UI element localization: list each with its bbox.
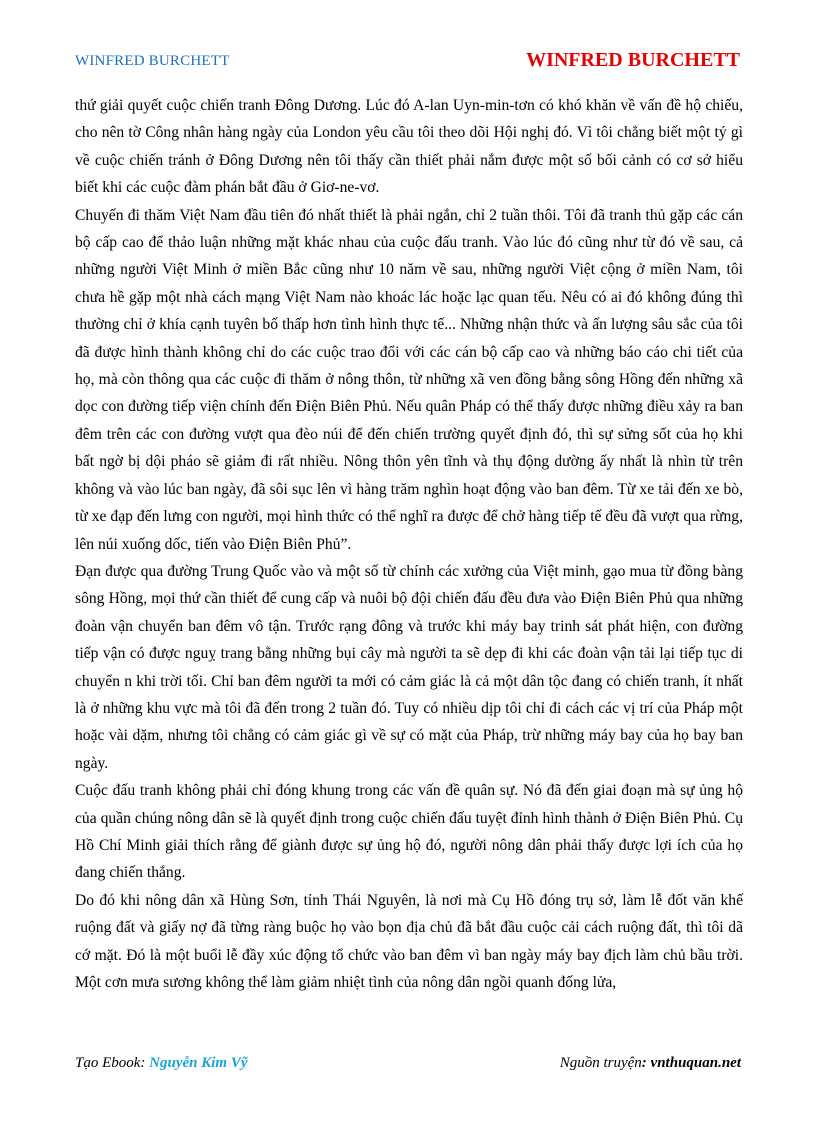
running-header-right: WINFRED BURCHETT <box>526 49 740 71</box>
paragraph: Do đó khi nông dân xã Hùng Sơn, tỉnh Thái Nguyên, là nơi mà Cụ Hồ đóng trụ sở, làm lễ đốt văn khế ruộng đất và giấy nợ đã từng ràng buộc họ vào bọn địa chủ đã bắt đầu cuộc cải cách ruộng đất, thì tôi dã cớ mặt. Đó là một buổi lễ đầy xúc động tổ chức vào ban đêm vì ban ngày máy bay địch làm chủ bầu trời. Một cơn mưa sương không thể làm giảm nhiệt tình của nông dân ngồi quanh đống lửa, <box>75 891 743 991</box>
paragraph: Đạn được qua đường Trung Quốc vào và một số từ chính các xưởng của Việt minh, gạo mua từ đồng bàng sông Hồng, mọi thứ cần thiết để cung cấp và nuôi bộ đội chiến đấu đều đưa vào Điện Biên Phủ qua những đoàn vận chuyển ban đêm vô tận. Trước rạng đông và trước khi máy bay trinh sát phát hiện, con đường tiếp vận có được nguỵ trang bằng những bụi cây mà người ta sẽ dẹp đi khi các đoàn vận tải lại tiếp tục di chuyển n khi trời tối. Chỉ ban đêm người ta mới có cảm giác là cả một dân tộc đang có chiến tranh, ít nhất là ở những khu vực mà tôi đã đến trong 2 tuần đó. Tuy có nhiều dịp tôi chỉ đi cách các vị trí của Pháp một hoặc vài dặm, nhưng tôi chẳng có cảm giác gì về sự có mặt của Pháp, trừ những máy bay của họ bay ban ngày. <box>75 562 743 772</box>
footer-source-credit <box>560 1055 741 1072</box>
ebook-separator: : <box>140 1055 150 1071</box>
paragraph: thứ giải quyết cuộc chiến tranh Đông Dương. Lúc đó A-lan Uyn-min-tơn có khó khăn về vấn đề hộ chiếu, cho nên tờ Công nhân hàng ngày của London yêu cầu tôi theo dõi Hội nghị đó. Vì tôi chẳng biết một tý gì về cuộc chiến tránh ở Đông Dương nên tôi thấy cần thiết phải nắm được một số bối cảnh có cơ sở hiểu biết khi các cuộc đàm phán bắt đầu ở Giơ-ne-vơ. <box>75 97 743 197</box>
ebook-label: Tạo Ebook <box>75 1055 141 1071</box>
paragraph: Chuyến đi thăm Việt Nam đầu tiên đó nhất thiết là phải ngắn, chỉ 2 tuần thôi. Tôi đã tranh thủ gặp các cán bộ cấp cao để thảo luận những mặt khác nhau của cuộc đấu tranh. Vào lúc đó cũng như từ đó về sau, cả những người Việt Minh ở miền Bắc cũng như 10 năm về sau, những người Việt cộng ở miền Nam, tôi chưa hề gặp một nhà cách mạng Việt Nam nào khoác lác hoặc lạc quan tếu. Nêu có ai đó không đúng thì thường chỉ ở khía cạnh tuyên bố thấp hơn tình hình thực tế... Những nhận thức và ấn lượng sâu sắc của tôi đã được hình thành không chỉ do các cuộc trao đổi với các cán bộ cấp cao và những báo cáo chi tiết của họ, mà còn thông qua các cuộc đi thăm ở nông thôn, từ những xã ven đồng bằng sông Hồng đến những xã dọc con đường tiếp viện chính đến Điện Biên Phủ. Nếu quân Pháp có thể thấy được những điều xảy ra ban đêm trên các con đường vượt qua đèo núi để đến chiến trường quyết định đó, thì sự sửng sốt của họ khi bất ngờ bị dội pháo sẽ giảm đi rất nhiều. Nông thôn yên tĩnh và thụ động dường ấy nhất là nhìn từ trên không và vào lúc ban ngày, đã sôi sục lên vì hàng trăm nghìn hoạt động vào ban đêm. Từ xe tải đến xe bò, từ xe đạp đến lưng con người, mọi hình thức có thể nghĩ ra được để chở hàng tiếp tế đều đã vượt qua rừng, lên núi xuống dốc, tiến vào Điện Biên Phủ”. <box>75 206 743 553</box>
page-footer <box>75 1055 741 1072</box>
running-header-left: WINFRED BURCHETT <box>75 53 230 69</box>
source-site: vnthuquan.net <box>650 1055 741 1071</box>
ebook-author-link[interactable]: Nguyễn Kim Vỹ <box>149 1055 248 1071</box>
page-body <box>75 92 743 996</box>
source-separator: : <box>641 1055 651 1071</box>
source-label: Nguồn truyện <box>559 1055 642 1071</box>
footer-ebook-credit <box>75 1055 248 1072</box>
paragraph: Cuộc đấu tranh không phải chỉ đóng khung trong các vấn đề quân sự. Nó đã đến giai đoạn mà sự ủng hộ của quần chúng nông dân sẽ là quyết định trong cuộc chiến đấu tuyệt đỉnh hình thành ở Điện Biên Phủ. Cụ Hồ Chí Minh giải thích rằng để giành được sự ủng hộ đó, người nông dân phải thấy được lợi ích của họ đang chiến thắng. <box>75 782 743 882</box>
